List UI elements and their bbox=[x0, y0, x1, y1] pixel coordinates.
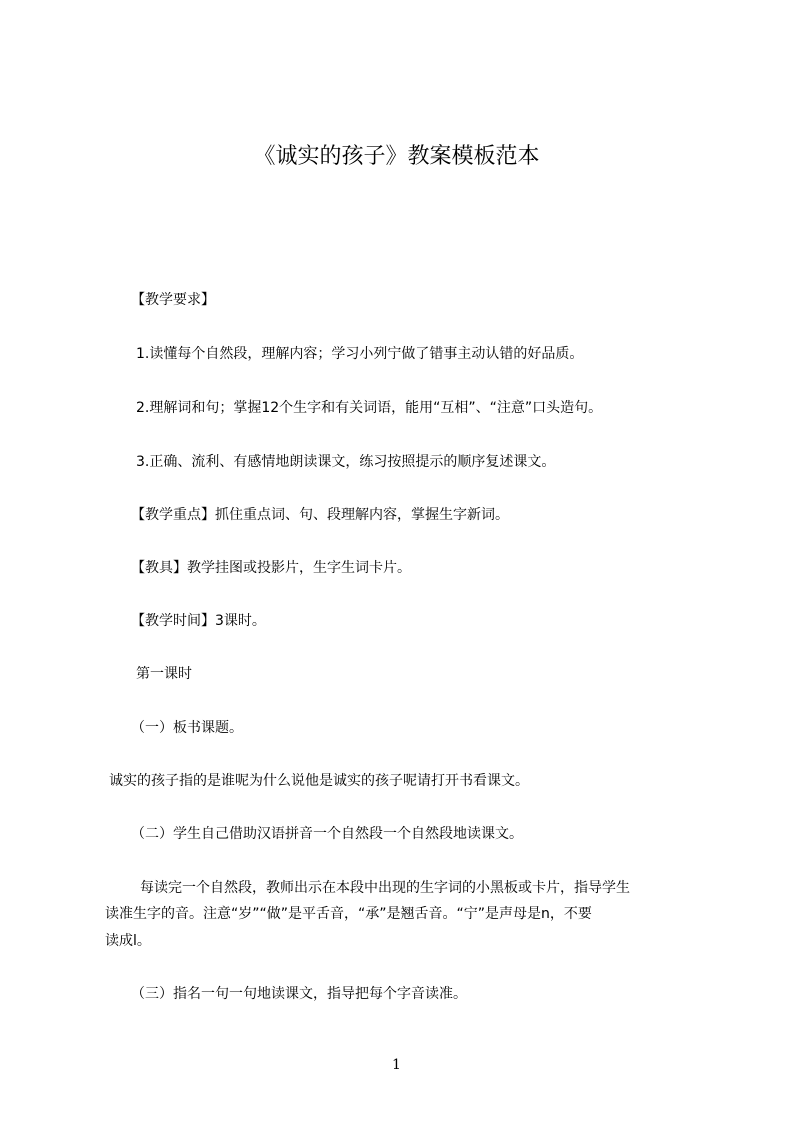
paragraph-teaching-requirements-heading: 【教学要求】 bbox=[131, 292, 215, 308]
paragraph-step-2-body-line-3: 读成l。 bbox=[105, 933, 151, 949]
paragraph-step-2-body-line-2: 读准生字的音。注意“岁”“做”是平舌音，“承”是翘舌音。“宁”是声母是n，不要 bbox=[105, 906, 592, 922]
paragraph-teaching-time: 【教学时间】3课时。 bbox=[131, 613, 266, 629]
paragraph-requirement-1: 1.读懂每个自然段，理解内容；学习小列宁做了错事主动认错的好品质。 bbox=[136, 346, 584, 362]
paragraph-step-3: （三）指名一句一句地读课文，指导把每个字音读准。 bbox=[131, 986, 467, 1002]
paragraph-first-lesson: 第一课时 bbox=[136, 666, 192, 682]
paragraph-teaching-focus: 【教学重点】抓住重点词、句、段理解内容，掌握生字新词。 bbox=[131, 507, 509, 523]
paragraph-step-2: （二）学生自己借助汉语拼音一个自然段一个自然段地读课文。 bbox=[131, 826, 523, 842]
paragraph-teaching-aids: 【教具】教学挂图或投影片，生字生词卡片。 bbox=[131, 560, 411, 576]
paragraph-step-1-body: 诚实的孩子指的是谁呢为什么说他是诚实的孩子呢请打开书看课文。 bbox=[109, 773, 529, 789]
document-title: 《诚实的孩子》教案模板范本 bbox=[253, 144, 540, 169]
page-number: 1 bbox=[392, 1057, 401, 1073]
paragraph-step-1: （一）板书课题。 bbox=[131, 720, 243, 736]
paragraph-requirement-2: 2.理解词和句；掌握12个生字和有关词语，能用“互相”、“注意”口头造句。 bbox=[136, 400, 603, 416]
paragraph-step-2-body-line-1: 每读完一个自然段，教师出示在本段中出现的生字词的小黑板或卡片，指导学生 bbox=[140, 880, 630, 896]
paragraph-requirement-3: 3.正确、流利、有感情地朗读课文，练习按照提示的顺序复述课文。 bbox=[136, 454, 556, 470]
